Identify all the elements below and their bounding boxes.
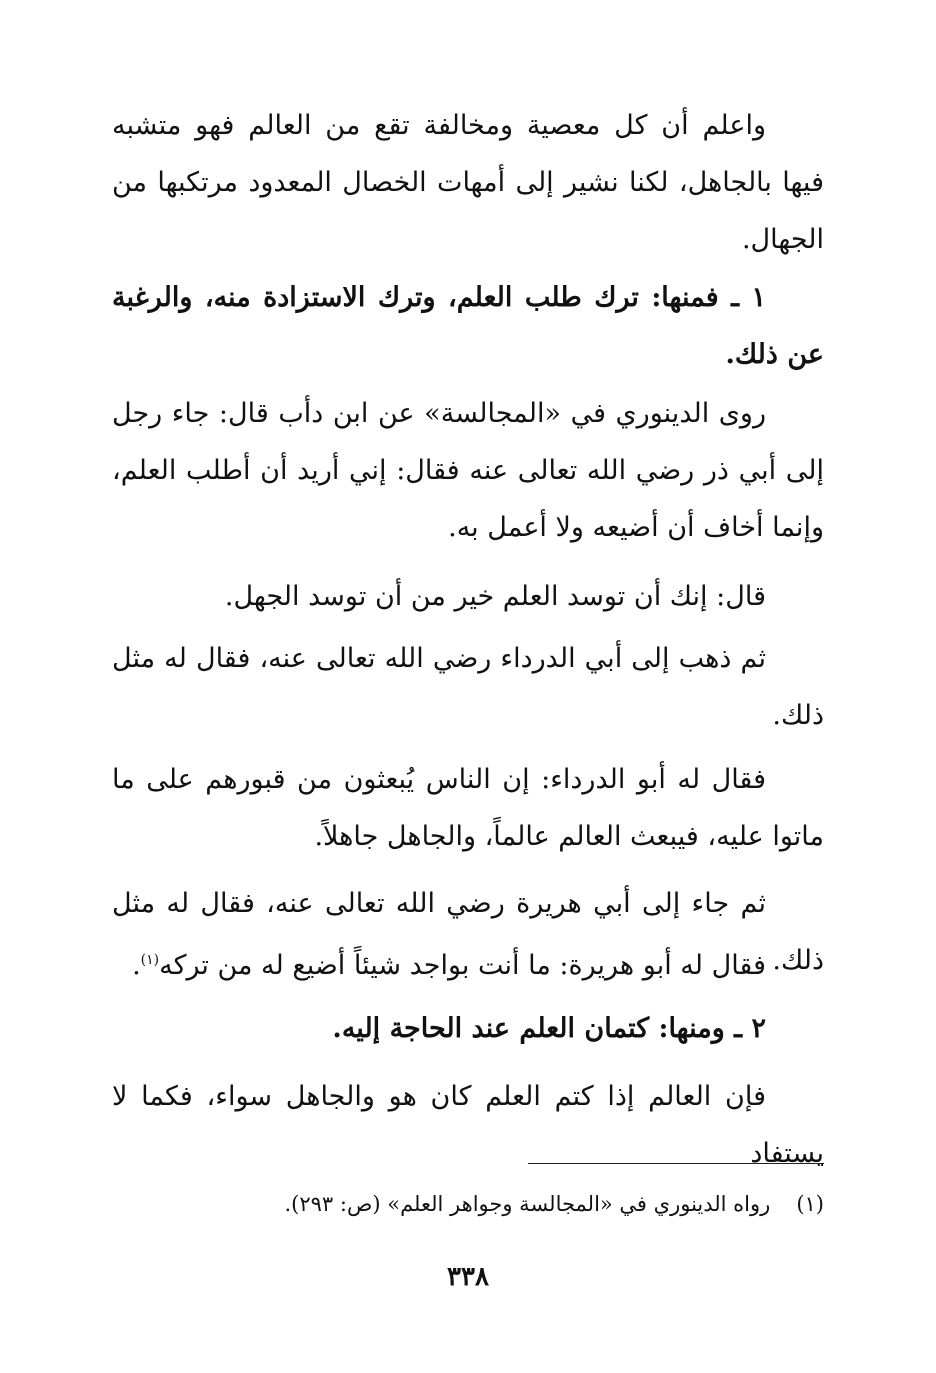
page-number: ٣٣٨ bbox=[447, 1262, 489, 1292]
paragraph-dinawari-narration: روى الدينوري في «المجالسة» عن ابن دأب قال: جاء رجل إلى أبي ذر رضي الله تعالى عنه فقال: إني أريد أن أطلب العلم، وإنما أخاف أن أضيعه ولا أعمل به. bbox=[112, 398, 824, 543]
heading-point-one: ١ ـ فمنها: ترك طلب العلم، وترك الاستزادة منه، والرغبة عن ذلك. bbox=[112, 282, 824, 370]
footnote bbox=[112, 1187, 824, 1221]
footnote-text: رواه الدينوري في «المجالسة وجواهر العلم» (ص: ٢٩٣). bbox=[284, 1192, 771, 1216]
abu-hurayra-reply-tail: . bbox=[132, 950, 141, 981]
paragraph-abu-darda-visit: ثم ذهب إلى أبي الدرداء رضي الله تعالى عنه، فقال له مثل ذلك. bbox=[112, 643, 824, 731]
footnote-reference: (١) bbox=[140, 952, 160, 968]
paragraph-concealment: فإن العالم إذا كتم العلم كان هو والجاهل سواء، فكما لا يستفاد bbox=[112, 1081, 824, 1169]
heading-point-two: ٢ ـ ومنها: كتمان العلم عند الحاجة إليه. bbox=[332, 1013, 766, 1044]
abu-hurayra-reply-text: فقال له أبو هريرة: ما أنت بواجد شيئاً أضيع له من تركه bbox=[159, 950, 766, 981]
paragraph-abu-dharr-reply: قال: إنك أن توسد العلم خير من أن توسد الجهل. bbox=[224, 581, 766, 612]
paragraph-abu-hurayra-visit: ثم جاء إلى أبي هريرة رضي الله تعالى عنه، فقال له مثل ذلك. bbox=[112, 888, 824, 976]
footnote-number: (١) bbox=[796, 1192, 824, 1216]
paragraph-abu-darda-reply: فقال له أبو الدرداء: إن الناس يُبعثون من قبورهم على ما ماتوا عليه، فيبعث العالم عالماً، والجاهل جاهلاً. bbox=[112, 764, 824, 852]
footnote-divider bbox=[528, 1163, 824, 1164]
paragraph-intro: واعلم أن كل معصية ومخالفة تقع من العالم فهو متشبه فيها بالجاهل، لكنا نشير إلى أمهات الخصال المعدود مرتكبها من الجهال. bbox=[112, 110, 824, 255]
paragraph-abu-hurayra-reply bbox=[112, 937, 824, 994]
